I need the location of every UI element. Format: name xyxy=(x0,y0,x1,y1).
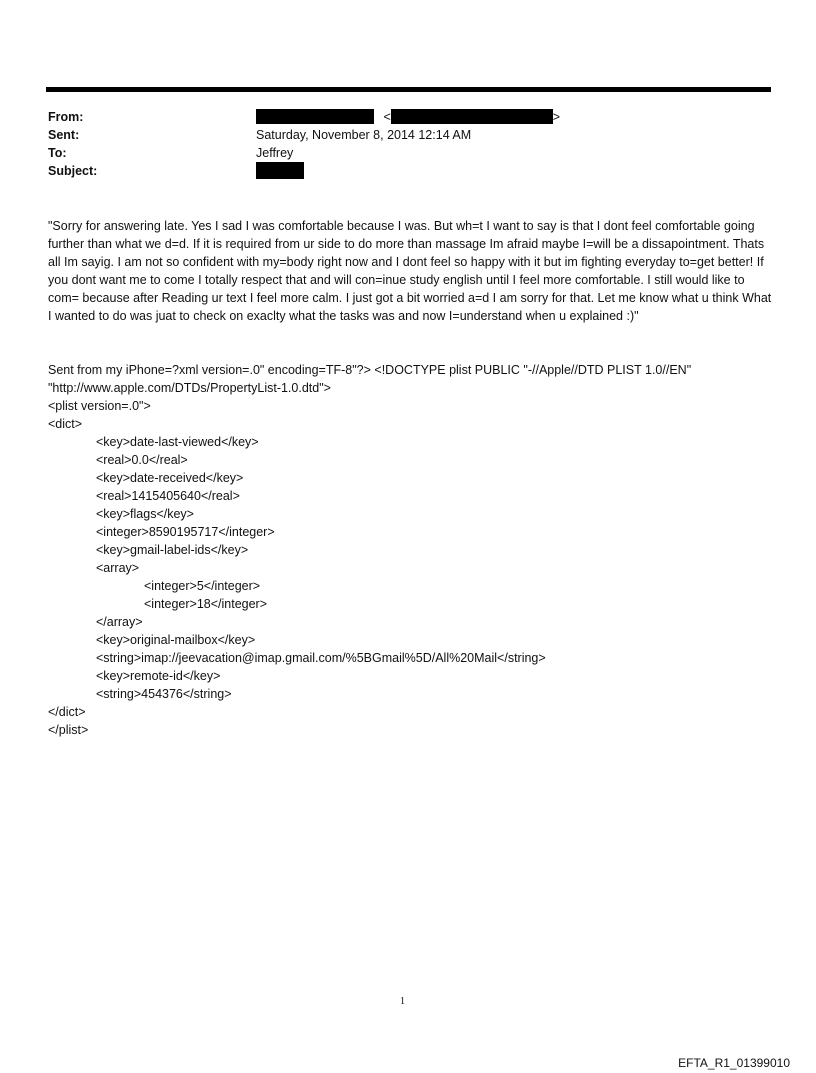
from-value: < > xyxy=(256,108,560,126)
plist-line: <string>454376</string> xyxy=(96,687,232,701)
redaction-box xyxy=(391,109,553,124)
message-paragraph: "Sorry for answering late. Yes I sad I was comfortable because I was. But wh=t I want to say is that I dont feel comfortable going further than what we d=d. If it is required from ur side to do more than massage Im afraid maybe I=will be a dissapointment. Thats all Im sayig. I am not so confident with my=body right now and I dont feel so happy with it but im fighting everyday to=get better! If you dont want me to come I totally respect that and will con=inue study english until I feel more comfortable. I still would like to com= because after Reading ur text I feel more calm. I just got a bit worried a=d I am sorry for that. Let me know what u think What I wanted to do was juat to check on exaclty what the tasks was and now I=understand when u explained :)" xyxy=(48,219,772,323)
plist-line: <key>remote-id</key> xyxy=(96,669,221,683)
plist-line: <key>date-received</key> xyxy=(96,471,244,485)
email-signature-plist xyxy=(48,361,773,739)
plist-line: <plist version=.0"> xyxy=(48,399,151,413)
plist-line: <integer>18</integer> xyxy=(144,597,268,611)
sent-value: Saturday, November 8, 2014 12:14 AM xyxy=(256,128,472,142)
plist-line: <string>imap://jeevacation@imap.gmail.com/%5BGmail%5D/All%20Mail</string> xyxy=(96,651,546,665)
sent-label: Sent: xyxy=(48,128,80,142)
bates-number: EFTA_R1_01399010 xyxy=(678,1056,790,1070)
subject-label: Subject: xyxy=(48,164,98,178)
plist-line: <key>date-last-viewed</key> xyxy=(96,435,259,449)
email-body xyxy=(48,217,773,325)
plist-line: <real>1415405640</real> xyxy=(96,489,240,503)
plist-line: Sent from my iPhone=?xml version=.0" encoding=TF-8"?> <!DOCTYPE plist PUBLIC "-//Apple//DTD PLIST 1.0//EN" xyxy=(48,363,692,377)
header-rule xyxy=(46,87,771,92)
to-value: Jeffrey xyxy=(256,146,294,160)
plist-line: <integer>8590195717</integer> xyxy=(96,525,275,539)
subject-value xyxy=(256,162,304,181)
plist-line: </dict> xyxy=(48,705,86,719)
page-number: 1 xyxy=(400,996,405,1007)
to-label: To: xyxy=(48,146,67,160)
plist-line: </array> xyxy=(96,615,143,629)
plist-line: "http://www.apple.com/DTDs/PropertyList-1.0.dtd"> xyxy=(48,381,331,395)
plist-line: <dict> xyxy=(48,417,83,431)
plist-line: <integer>5</integer> xyxy=(144,579,261,593)
redaction-box xyxy=(256,109,374,124)
plist-line: <key>flags</key> xyxy=(96,507,194,521)
plist-line: <real>0.0</real> xyxy=(96,453,188,467)
plist-line: <key>original-mailbox</key> xyxy=(96,633,256,647)
plist-line: <array> xyxy=(96,561,140,575)
plist-line: </plist> xyxy=(48,723,89,737)
plist-line: <key>gmail-label-ids</key> xyxy=(96,543,249,557)
redaction-box xyxy=(256,162,304,179)
from-label: From: xyxy=(48,110,84,124)
